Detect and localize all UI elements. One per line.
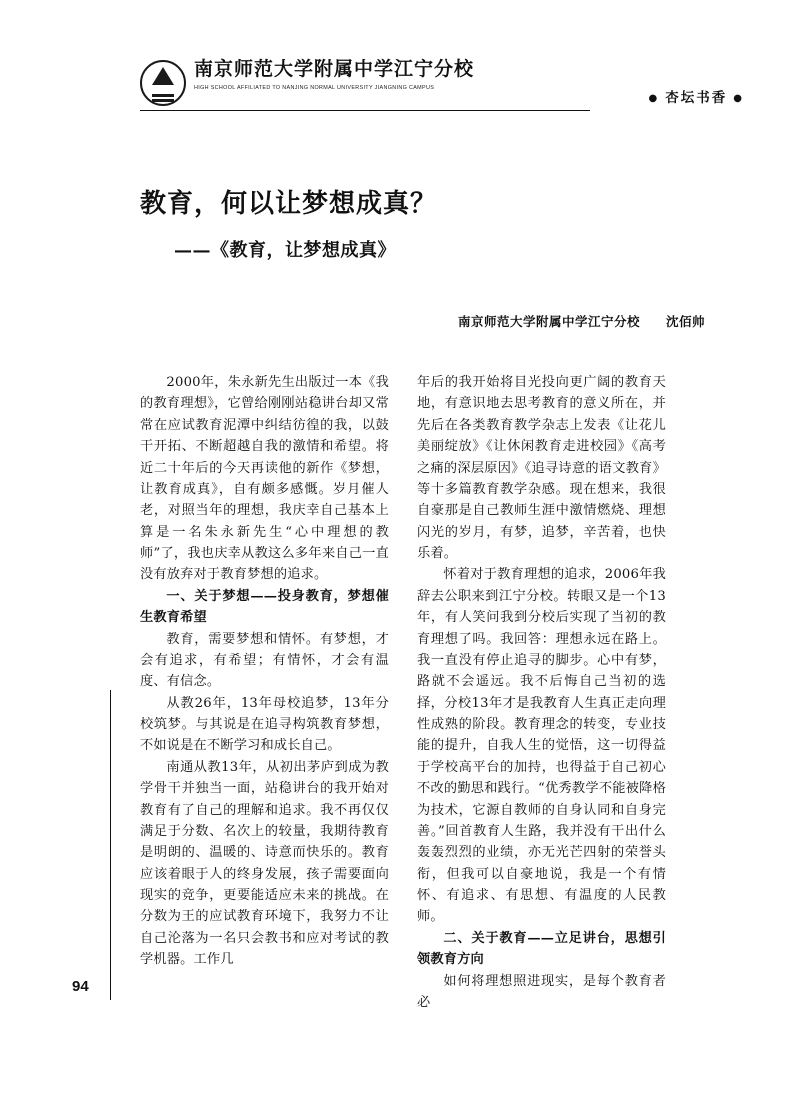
paragraph: 2000年，朱永新先生出版过一本《我的教育理想》，它曾给刚刚站稳讲台却又常常在应试教育泥潭中纠结彷徨的我，以鼓干开拓、不断超越自我的激情和希望。将近二十年后的今天再读他的新作《梦想，让教育成真》，自有颇多感慨。岁月催人老，对照当年的理想，我庆幸自己基本上算是一名朱永新先生“心中理想的教师”了，我也庆幸从教这么多年来自己一直没有放弃对于教育梦想的追求。 — [140, 375, 389, 583]
school-name-en: HIGH SCHOOL AFFILIATED TO NANJING NORMAL UNIVERSITY JIANGNING CAMPUS — [194, 84, 435, 91]
paragraph: 教育，需要梦想和情怀。有梦想，才会有追求，有希望；有情怀，才会有温度、有信念。 — [140, 631, 389, 690]
page-title: 教育，何以让梦想成真？ — [140, 189, 438, 219]
byline-affiliation: 南京师范大学附属中学江宁分校 — [457, 314, 640, 329]
column-left — [140, 372, 389, 1013]
header-divider — [140, 110, 590, 111]
title-block — [140, 188, 660, 262]
page-header — [140, 58, 744, 114]
school-emblem-icon — [140, 60, 186, 106]
section-tag-label: 杏坛书香 — [665, 90, 728, 106]
byline-author: 沈佰帅 — [665, 314, 705, 329]
paragraph: 南通从教13年，从初出茅庐到成为教学骨干并独当一面，站稳讲台的我开始对教育有了自己的理解和追求。我不再仅仅满足于分数、名次上的较量，我期待教育是明朗的、温暖的、诗意而快乐的。教育应该着眼于人的终身发展，孩子需要面向现实的竞争，更要能适应未来的挑战。在分数为王的应试教育环境下，我努力不让自己沦落为一名只会教书和应对考试的教学机器。工作几 — [140, 759, 389, 968]
paragraph: 年后的我开始将目光投向更广阔的教育天地，有意识地去思考教育的意义所在，并先后在各类教育教学杂志上发表《让花儿美丽绽放》《让休闲教育走进校园》《高考之痛的深层原因》《追寻诗意的语文教育》等十多篇教育教学杂感。现在想来，我很自豪那是自己教师生涯中激情燃烧、理想闪光的岁月，有梦，追梦，辛苦着，也快乐着。 — [417, 375, 666, 561]
article-body — [140, 372, 666, 1013]
school-logo — [140, 58, 474, 106]
section-heading: 一、关于梦想——投身教育，梦想催生教育希望 — [140, 588, 389, 626]
article-subtitle: ——《教育，让梦想成真》 — [174, 239, 396, 261]
section-tag-right-dot: ● — [733, 93, 744, 104]
school-logo-text — [194, 58, 474, 91]
column-right — [417, 372, 666, 1013]
margin-divider — [110, 690, 111, 1000]
section-heading: 二、关于教育——立足讲台，思想引领教育方向 — [417, 930, 666, 968]
school-name-cn: 南京师范大学附属中学江宁分校 — [194, 58, 475, 80]
section-tag — [643, 86, 750, 106]
byline — [458, 312, 705, 330]
paragraph: 如何将理想照进现实，是每个教育者必 — [417, 973, 666, 1010]
paragraph: 从教26年，13年母校追梦，13年分校筑梦。与其说是在追寻构筑教育梦想，不如说是在不断学习和成长自己。 — [140, 695, 389, 754]
section-tag-left-dot: ● — [648, 93, 660, 104]
paragraph: 怀着对于教育理想的追求，2006年我辞去公职来到江宁分校。转眼又是一个13年，有人笑问我到分校后实现了当初的教育理想了吗。我回答：理想永远在路上。我一直没有停止追寻的脚步。心中有梦，路就不会遥远。我不后悔自己当初的选择，分校13年才是我教育人生真正走向理性成熟的阶段。教育理念的转变，专业技能的提升，自我人生的觉悟，这一切得益于学校高平台的加持，也得益于自己初心不改的勤思和践行。“优秀教学不能被降格为技术，它源自教师的自身认同和自身完善。”回首教育人生路，我并没有干出什么轰轰烈烈的业绩，亦无光芒四射的荣誉头衔，但我可以自豪地说，我是一个有情怀、有追求、有思想、有温度的人民教师。 — [417, 567, 666, 925]
page-number: 94 — [72, 978, 89, 995]
